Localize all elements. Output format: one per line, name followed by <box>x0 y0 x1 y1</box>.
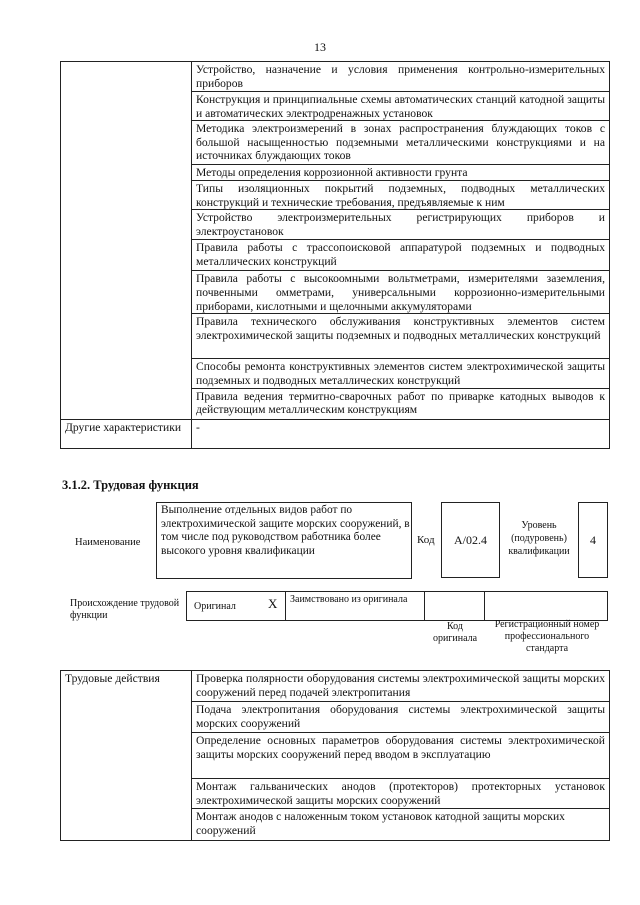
labor-action-row: Монтаж анодов с наложенным током установок катодной защиты морских сооружений <box>192 809 610 841</box>
labor-action-row: Определение основных параметров оборудования системы электрохимической защиты морских сооружений перед вводом в эксплуатацию <box>192 733 610 779</box>
origin-divider <box>285 591 286 620</box>
level-value-box: 4 <box>578 502 608 578</box>
labor-actions-label: Трудовые действия <box>61 671 192 841</box>
knowledge-table <box>60 61 610 449</box>
code-label: Код <box>417 534 435 546</box>
knowledge-row: Способы ремонта конструктивных элементов систем электрохимической защиты подземных и подводных металлических конструкций <box>192 359 610 388</box>
labor-actions-table <box>60 670 610 841</box>
knowledge-row: Типы изоляционных покрытий подземных, подводных металлических конструкций и технические требования, предъявляемые к ним <box>192 181 610 210</box>
knowledge-row: Устройство электроизмерительных регистрирующих приборов и электроустановок <box>192 210 610 240</box>
borrowed-label: Заимствовано из оригинала <box>290 594 408 605</box>
original-label: Оригинал <box>194 601 236 612</box>
function-name-box: Выполнение отдельных видов работ по электрохимической защите морских сооружений, в том числе под руководством работника более высокого уровня квалификации <box>156 502 412 579</box>
labor-action-row: Монтаж гальванических анодов (протекторов) протекторных установок электрохимической защиты морских сооружений <box>192 779 610 809</box>
knowledge-row: Правила работы с высокоомными вольтметрами, измерителями заземления, почвенными омметрами, универсальными коррозионно-измерительными приборами, кислотными и щелочными аккумуляторами <box>192 271 610 314</box>
knowledge-label-cell <box>61 62 192 420</box>
reg-number-label: Регистрационный номер профессионального стандарта <box>494 619 600 654</box>
other-characteristics-label: Другие характеристики <box>61 419 192 448</box>
knowledge-row: Устройство, назначение и условия применения контрольно-измерительных приборов <box>192 62 610 92</box>
original-mark: X <box>268 596 278 611</box>
section-title: 3.1.2. Трудовая функция <box>62 478 199 492</box>
other-characteristics-value: - <box>192 419 610 448</box>
name-label: Наименование <box>75 537 141 548</box>
knowledge-row: Конструкция и принципиальные схемы автоматических станций катодной защиты и автоматических электродренажных установок <box>192 92 610 121</box>
knowledge-row: Правила работы с трассопоисковой аппаратурой подземных и подводных металлических конструкций <box>192 240 610 271</box>
knowledge-row: Методика электроизмерений в зонах распространения блуждающих токов с большой насыщенностью подземными металлическими конструкциями и на источниках блуждающих токов <box>192 121 610 165</box>
origin-divider <box>424 591 425 620</box>
level-label: Уровень (подуровень) квалификации <box>508 520 570 557</box>
code-original-label: Код оригинала <box>432 621 478 644</box>
page-number: 13 <box>314 40 326 54</box>
code-value-box: A/02.4 <box>441 502 500 578</box>
knowledge-row: Правила ведения термитно-сварочных работ по приварке катодных выводов к действующим металлическим конструкциям <box>192 388 610 419</box>
labor-action-row: Проверка полярности оборудования системы электрохимической защиты морских сооружений перед подачей электропитания <box>192 671 610 702</box>
origin-divider <box>484 591 485 620</box>
knowledge-row: Методы определения коррозионной активности грунта <box>192 165 610 181</box>
knowledge-row: Правила технического обслуживания конструктивных элементов систем электрохимической защиты подземных и подводных металлических конструкций <box>192 314 610 359</box>
origin-label: Происхождение трудовой функции <box>70 598 180 621</box>
labor-action-row: Подача электропитания оборудования системы электрохимической защиты морских сооружений <box>192 702 610 733</box>
